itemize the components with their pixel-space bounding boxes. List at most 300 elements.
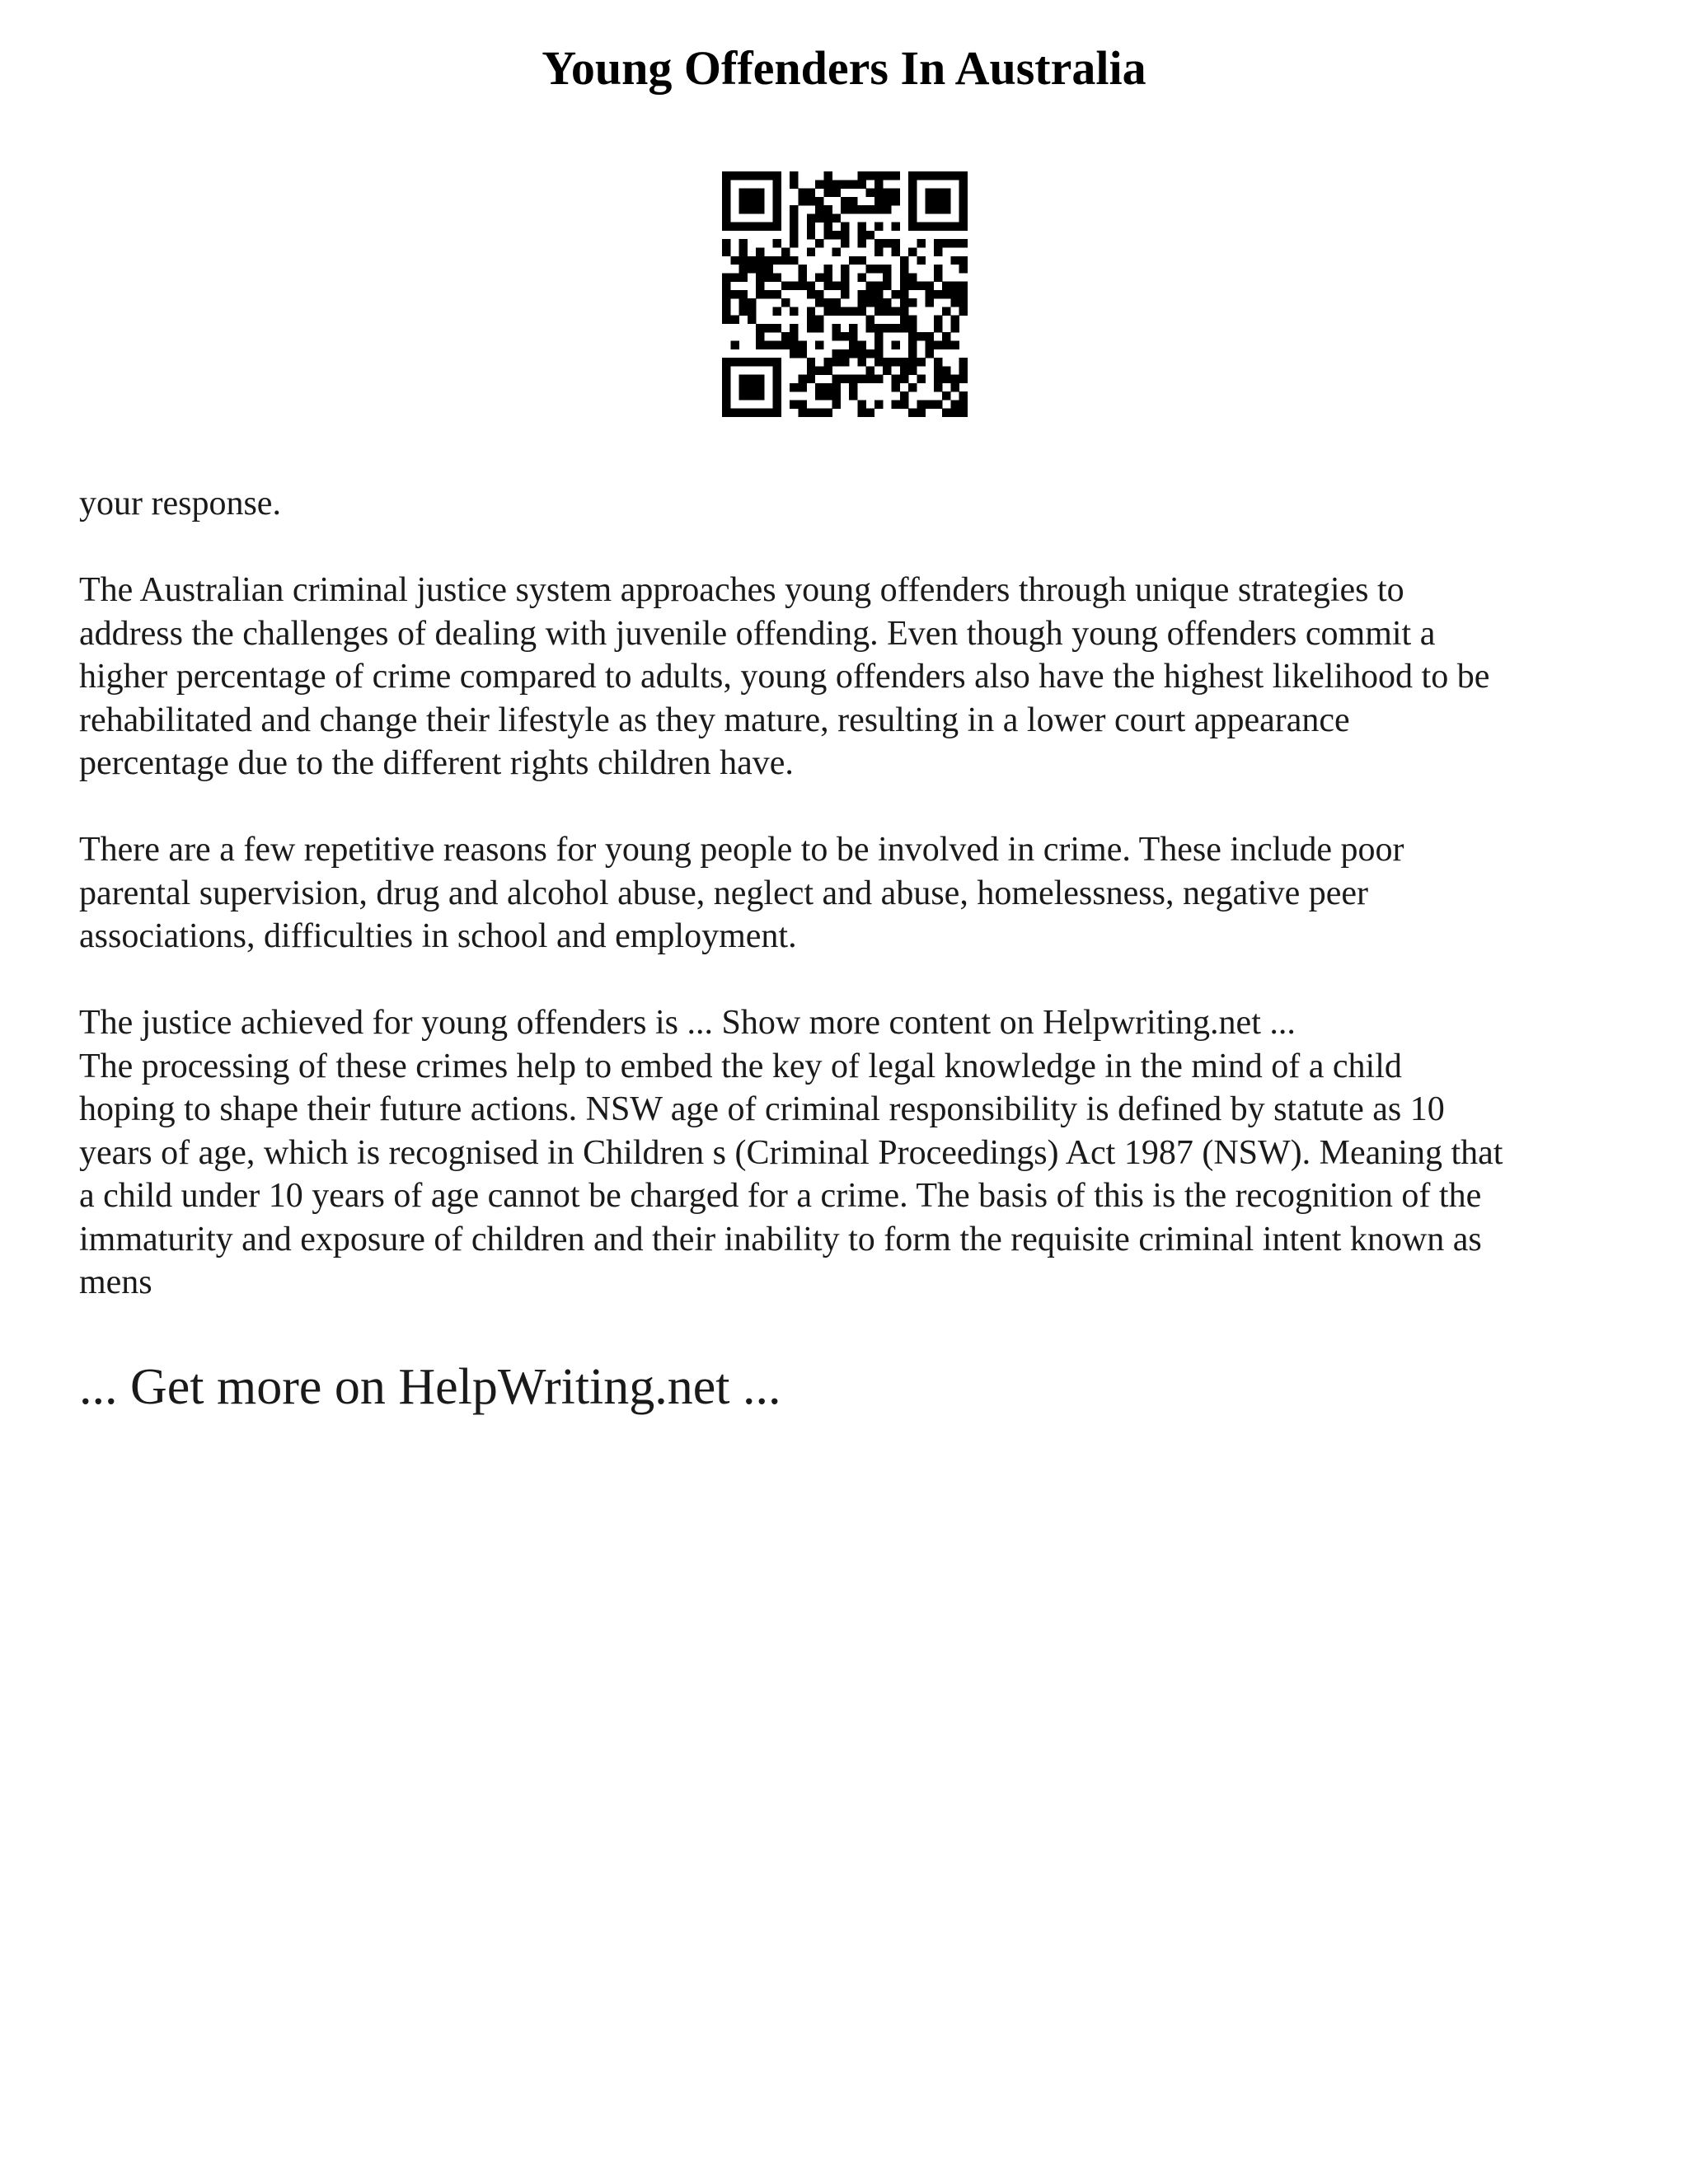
qr-module <box>823 189 832 197</box>
qr-module <box>874 247 883 255</box>
qr-module <box>892 375 900 383</box>
qr-module <box>756 358 764 366</box>
qr-module <box>874 298 883 307</box>
qr-module <box>883 273 891 281</box>
qr-module <box>722 366 730 374</box>
qr-module <box>832 189 841 197</box>
qr-module <box>849 391 857 400</box>
qr-module <box>739 205 748 213</box>
qr-module <box>866 366 874 374</box>
qr-module <box>764 358 772 366</box>
qr-module <box>883 282 891 290</box>
qr-module <box>942 391 950 400</box>
qr-module <box>959 223 968 231</box>
qr-module <box>790 282 798 290</box>
qr-module <box>807 316 815 324</box>
qr-module <box>874 324 883 332</box>
qr-module <box>756 189 764 197</box>
qr-module <box>748 256 756 265</box>
qr-module <box>866 205 874 213</box>
qr-module <box>874 205 883 213</box>
qr-module <box>841 332 849 340</box>
qr-module <box>883 324 891 332</box>
qr-module <box>917 332 925 340</box>
qr-module <box>841 265 849 273</box>
qr-module <box>807 197 815 205</box>
qr-module <box>781 282 790 290</box>
qr-module <box>934 273 942 281</box>
qr-module <box>748 391 756 400</box>
qr-module <box>790 180 798 188</box>
qr-module <box>739 239 748 247</box>
qr-code-icon[interactable] <box>722 171 968 417</box>
qr-module <box>773 256 781 265</box>
qr-module <box>857 400 865 408</box>
qr-module <box>874 400 883 408</box>
qr-module <box>722 223 730 231</box>
qr-module <box>823 265 832 273</box>
qr-module <box>892 400 900 408</box>
qr-module <box>807 231 815 239</box>
qr-module <box>815 391 823 400</box>
qr-module <box>959 358 968 366</box>
qr-module <box>798 189 806 197</box>
qr-module <box>857 298 865 307</box>
qr-module <box>908 332 917 340</box>
qr-module <box>756 282 764 290</box>
qr-module <box>798 349 806 358</box>
qr-module <box>748 316 756 324</box>
qr-module <box>926 197 934 205</box>
qr-module <box>900 265 908 273</box>
qr-module <box>950 171 959 180</box>
qr-module <box>917 239 925 247</box>
qr-module <box>798 282 806 290</box>
qr-module <box>756 171 764 180</box>
qr-module <box>730 223 738 231</box>
qr-module <box>942 375 950 383</box>
qr-module <box>908 223 917 231</box>
qr-module <box>892 290 900 298</box>
qr-module <box>866 298 874 307</box>
qr-module <box>874 239 883 247</box>
qr-module <box>841 358 849 366</box>
qr-module <box>764 324 772 332</box>
qr-module <box>739 247 748 255</box>
qr-module <box>773 307 781 315</box>
paragraph-intro: your response. <box>79 485 281 523</box>
qr-module <box>748 189 756 197</box>
qr-module <box>959 400 968 408</box>
qr-module <box>874 282 883 290</box>
qr-module <box>815 383 823 391</box>
qr-module <box>926 341 934 349</box>
qr-module <box>773 324 781 332</box>
qr-module <box>756 391 764 400</box>
qr-module <box>756 197 764 205</box>
qr-module <box>739 375 748 383</box>
qr-module <box>926 223 934 231</box>
qr-module <box>798 383 806 391</box>
qr-module <box>722 400 730 408</box>
qr-module <box>815 180 823 188</box>
qr-module <box>866 290 874 298</box>
qr-module <box>748 409 756 417</box>
qr-module <box>773 366 781 374</box>
qr-module <box>849 324 857 332</box>
qr-module <box>756 247 764 255</box>
qr-module <box>781 298 790 307</box>
qr-module <box>730 316 738 324</box>
qr-module <box>866 316 874 324</box>
qr-module <box>773 180 781 188</box>
qr-module <box>807 307 815 315</box>
qr-module <box>900 375 908 383</box>
qr-module <box>722 409 730 417</box>
qr-module <box>908 180 917 188</box>
qr-module <box>866 375 874 383</box>
qr-module <box>722 307 730 315</box>
qr-module <box>739 197 748 205</box>
qr-module <box>950 409 959 417</box>
qr-module <box>849 332 857 340</box>
qr-module <box>756 223 764 231</box>
qr-module <box>790 400 798 408</box>
qr-module <box>739 383 748 391</box>
qr-module <box>722 213 730 222</box>
qr-module <box>739 265 748 273</box>
qr-module <box>823 391 832 400</box>
qr-module <box>730 358 738 366</box>
qr-module <box>934 400 942 408</box>
qr-module <box>722 375 730 383</box>
qr-module <box>832 307 841 315</box>
qr-module <box>748 358 756 366</box>
qr-module <box>917 282 925 290</box>
qr-module <box>841 180 849 188</box>
qr-module <box>950 223 959 231</box>
qr-module <box>798 197 806 205</box>
qr-module <box>832 375 841 383</box>
qr-module <box>739 189 748 197</box>
qr-module <box>926 282 934 290</box>
qr-module <box>739 223 748 231</box>
qr-module <box>773 205 781 213</box>
qr-module <box>908 213 917 222</box>
qr-module <box>942 307 950 315</box>
qr-module <box>908 316 917 324</box>
qr-module <box>722 391 730 400</box>
qr-module <box>832 332 841 340</box>
qr-module <box>900 282 908 290</box>
qr-module <box>832 282 841 290</box>
qr-module <box>841 205 849 213</box>
qr-module <box>739 290 748 298</box>
qr-module <box>790 383 798 391</box>
qr-module <box>934 290 942 298</box>
qr-module <box>883 265 891 273</box>
qr-module <box>849 341 857 349</box>
qr-module <box>883 239 891 247</box>
qr-module <box>798 409 806 417</box>
qr-module <box>849 375 857 383</box>
qr-module <box>942 341 950 349</box>
qr-module <box>866 265 874 273</box>
qr-module <box>807 213 815 222</box>
qr-module <box>832 213 841 222</box>
qr-module <box>942 239 950 247</box>
qr-module <box>900 366 908 374</box>
qr-module <box>959 189 968 197</box>
qr-module <box>815 239 823 247</box>
qr-module <box>773 290 781 298</box>
qr-module <box>908 298 917 307</box>
qr-module <box>900 400 908 408</box>
qr-module <box>790 223 798 231</box>
qr-module <box>942 282 950 290</box>
qr-module <box>866 349 874 358</box>
qr-module <box>823 383 832 391</box>
qr-module <box>959 366 968 374</box>
qr-module <box>874 341 883 349</box>
qr-module <box>959 180 968 188</box>
qr-module <box>950 341 959 349</box>
qr-module <box>892 247 900 255</box>
qr-module <box>926 171 934 180</box>
qr-module <box>832 358 841 366</box>
qr-module <box>823 171 832 180</box>
qr-module <box>883 307 891 315</box>
qr-module <box>773 400 781 408</box>
qr-module <box>807 282 815 290</box>
qr-module <box>773 171 781 180</box>
qr-module <box>756 205 764 213</box>
qr-module <box>883 197 891 205</box>
qr-module <box>730 273 738 281</box>
qr-module <box>908 324 917 332</box>
qr-module <box>934 205 942 213</box>
qr-module <box>739 409 748 417</box>
qr-module <box>790 324 798 332</box>
qr-module <box>798 273 806 281</box>
qr-module <box>849 197 857 205</box>
qr-module <box>748 375 756 383</box>
qr-module <box>815 409 823 417</box>
qr-module <box>874 189 883 197</box>
paragraph-continuation: The processing of these crimes help to embed the key of legal knowledge in the mind of a child hoping to shape their future actions. NSW age of criminal responsibility is defined by statute as 10 years of age, which is recognised in Children s (Criminal Proceedings) Act 1987 (NSW). Meaning that a child under 10 years of age cannot be charged for a crime. The basis of this is the recognition of the immaturity and exposure of children and their inability to form the requisite criminal intent known as mens <box>79 1047 1503 1301</box>
qr-module <box>790 256 798 265</box>
qr-module <box>934 341 942 349</box>
qr-module <box>841 349 849 358</box>
qr-module <box>934 197 942 205</box>
qr-module <box>959 298 968 307</box>
qr-module <box>722 171 730 180</box>
qr-module <box>934 316 942 324</box>
qr-module <box>866 409 874 417</box>
qr-module <box>722 282 730 290</box>
qr-module <box>857 256 865 265</box>
qr-module <box>857 171 865 180</box>
qr-module <box>748 298 756 307</box>
qr-module <box>959 239 968 247</box>
qr-module <box>790 349 798 358</box>
qr-module <box>773 409 781 417</box>
qr-module <box>748 197 756 205</box>
qr-code-graphic <box>722 171 968 417</box>
qr-module <box>950 256 959 265</box>
qr-module <box>892 239 900 247</box>
qr-module <box>748 265 756 273</box>
qr-module <box>908 247 917 255</box>
qr-module <box>849 349 857 358</box>
qr-module <box>942 366 950 374</box>
qr-module <box>815 197 823 205</box>
qr-module <box>950 375 959 383</box>
qr-module <box>841 197 849 205</box>
qr-module <box>798 400 806 408</box>
qr-module <box>841 307 849 315</box>
get-more-link[interactable]: ... Get more on HelpWriting.net ... <box>79 1359 781 1415</box>
qr-module <box>900 290 908 298</box>
qr-module <box>823 205 832 213</box>
qr-module <box>934 366 942 374</box>
qr-module <box>917 375 925 383</box>
qr-module <box>892 189 900 197</box>
qr-module <box>934 239 942 247</box>
qr-module <box>773 223 781 231</box>
qr-module <box>883 298 891 307</box>
qr-module <box>739 307 748 315</box>
qr-module <box>807 375 815 383</box>
qr-module <box>892 324 900 332</box>
show-more-link[interactable]: The justice achieved for young offenders is ... Show more content on Helpwriting.net ... <box>79 1004 1296 1042</box>
qr-module <box>748 205 756 213</box>
qr-module <box>950 324 959 332</box>
qr-module <box>832 324 841 332</box>
qr-module <box>730 290 738 298</box>
qr-module <box>790 231 798 239</box>
qr-module <box>892 223 900 231</box>
qr-module <box>874 197 883 205</box>
qr-module <box>756 290 764 298</box>
qr-module <box>807 223 815 231</box>
qr-module <box>773 375 781 383</box>
page-title: Young Offenders In Australia <box>542 41 1146 95</box>
qr-module <box>832 383 841 391</box>
qr-module <box>874 358 883 366</box>
qr-module <box>874 265 883 273</box>
qr-module <box>756 332 764 340</box>
qr-module <box>832 247 841 255</box>
qr-module <box>781 332 790 340</box>
qr-module <box>917 256 925 265</box>
qr-module <box>857 239 865 247</box>
qr-module <box>781 341 790 349</box>
qr-module <box>790 341 798 349</box>
qr-module <box>857 231 865 239</box>
qr-module <box>917 223 925 231</box>
qr-module <box>908 282 917 290</box>
qr-module <box>722 205 730 213</box>
qr-module <box>857 290 865 298</box>
qr-module <box>849 383 857 391</box>
qr-module <box>730 341 738 349</box>
qr-module <box>807 189 815 197</box>
qr-module <box>866 171 874 180</box>
qr-module <box>934 265 942 273</box>
qr-module <box>722 247 730 255</box>
qr-module <box>926 205 934 213</box>
qr-module <box>857 273 865 281</box>
qr-module <box>892 383 900 391</box>
qr-module <box>900 316 908 324</box>
qr-module <box>773 383 781 391</box>
qr-module <box>815 316 823 324</box>
qr-module <box>823 213 832 222</box>
qr-module <box>722 197 730 205</box>
qr-module <box>823 180 832 188</box>
qr-module <box>823 282 832 290</box>
qr-module <box>942 197 950 205</box>
qr-module <box>823 358 832 366</box>
qr-module <box>823 409 832 417</box>
qr-module <box>934 171 942 180</box>
qr-module <box>942 332 950 340</box>
qr-module <box>841 282 849 290</box>
qr-module <box>883 189 891 197</box>
qr-module <box>730 409 738 417</box>
qr-module <box>722 298 730 307</box>
qr-module <box>739 273 748 281</box>
qr-module <box>908 197 917 205</box>
qr-module <box>781 256 790 265</box>
qr-module <box>739 358 748 366</box>
qr-module <box>942 290 950 298</box>
qr-module <box>892 358 900 366</box>
qr-module <box>900 273 908 281</box>
qr-module <box>823 298 832 307</box>
qr-module <box>832 391 841 400</box>
qr-module <box>908 366 917 374</box>
qr-module <box>892 307 900 315</box>
qr-module <box>959 391 968 400</box>
qr-module <box>883 205 891 213</box>
qr-module <box>900 256 908 265</box>
qr-module <box>815 213 823 222</box>
qr-module <box>900 298 908 307</box>
qr-module <box>926 400 934 408</box>
qr-module <box>892 197 900 205</box>
qr-module <box>926 298 934 307</box>
qr-module <box>832 180 841 188</box>
qr-module <box>959 256 968 265</box>
qr-module <box>739 391 748 400</box>
qr-module <box>908 349 917 358</box>
qr-module <box>730 171 738 180</box>
qr-module <box>849 307 857 315</box>
qr-module <box>908 171 917 180</box>
qr-module <box>950 383 959 391</box>
qr-module <box>790 239 798 247</box>
qr-module <box>917 171 925 180</box>
qr-module <box>950 290 959 298</box>
qr-module <box>917 358 925 366</box>
qr-module <box>950 239 959 247</box>
qr-module <box>832 400 841 408</box>
qr-module <box>841 223 849 231</box>
qr-module <box>807 290 815 298</box>
qr-module <box>857 180 865 188</box>
